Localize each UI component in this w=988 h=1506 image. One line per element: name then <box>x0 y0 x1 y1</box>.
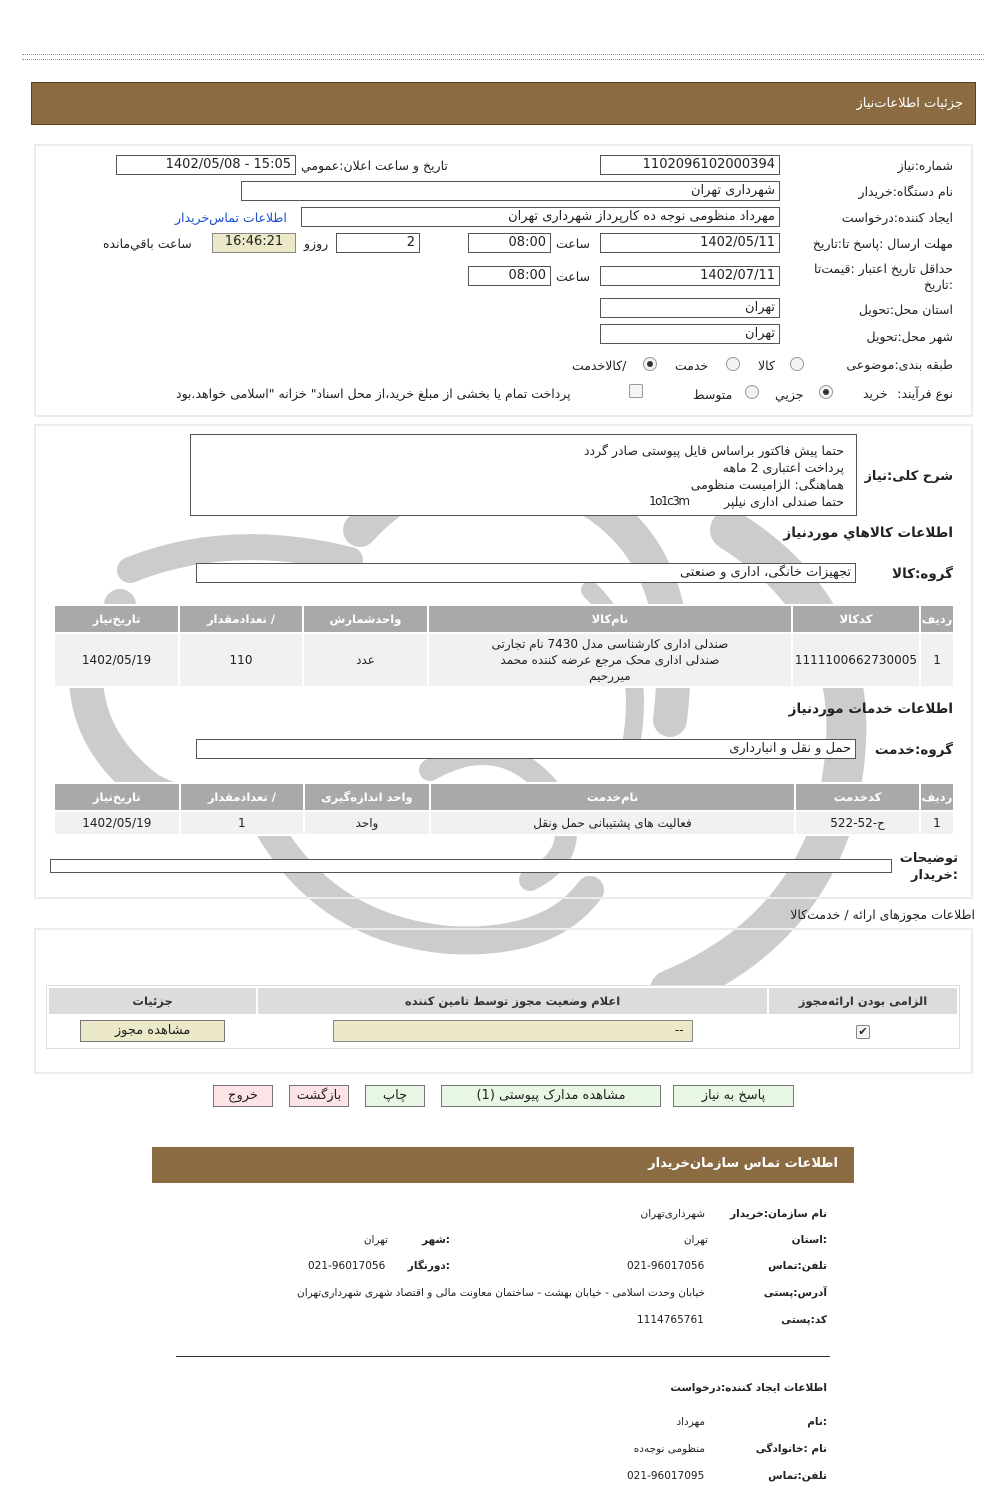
services-group-label: گروه:خدمت <box>874 742 953 758</box>
validity-label: حداقل تاريخ اعتبار :قیمت‌تا <box>813 261 953 276</box>
table-row <box>55 634 953 686</box>
permits-col-details: جزئیات <box>49 988 256 1014</box>
buyer-contact-link[interactable]: اطلاعات تماس‌خریدار <box>175 210 287 225</box>
creator-info-title: اطلاعات ایجاد کننده:درخواست <box>670 1382 827 1394</box>
payment-note: پرداخت تمام یا بخشی از مبلغ خرید،از محل اسناد" خزانه "اسلامی خواهد.بود <box>176 386 571 401</box>
description-line-4: حتما صندلی اداری نیلپر <box>723 494 844 509</box>
creator-name-label: :نام <box>807 1416 827 1428</box>
description-label: شرح کلی:نیاز <box>864 469 953 484</box>
creator-family-label: نام :خانوادگی <box>755 1443 827 1455</box>
announce-label: تاریخ و ساعت اعلان:عمومي <box>301 158 448 173</box>
deadline-label: مهلت ارسال :پاسخ تا:تاريخ <box>812 236 953 251</box>
contact-fax-value: 021-96017056 <box>308 1260 386 1272</box>
deadline-date-field: 1402/05/11 <box>600 233 780 253</box>
contact-address-label: آدرس:پستی <box>763 1287 827 1299</box>
validity-label-2: :تاريخ <box>923 277 953 292</box>
category-service-radio[interactable] <box>726 357 740 371</box>
contact-title: اطلاعات تماس سازمان‌خریدار <box>648 1156 838 1171</box>
contact-postal-label: کد:پستی <box>781 1314 827 1326</box>
deadline-time-label: ساعت <box>556 236 591 251</box>
description-box <box>190 434 857 516</box>
goods-group-field: تجهیزات خانگی، اداری و صنعتی <box>196 563 856 583</box>
contact-postal-value: 1114765761 <box>637 1314 704 1326</box>
process-label: نوع فرآیند: <box>897 386 953 401</box>
validity-time-label: ساعت <box>556 269 591 284</box>
goods-cell-date: 1402/05/19 <box>55 634 178 686</box>
city-label: شهر محل:تحويل <box>866 329 953 344</box>
view-attachments-button[interactable]: مشاهده مدارک پیوستی (1) <box>441 1085 661 1107</box>
deadline-time-field: 08:00 <box>468 233 551 253</box>
reply-button[interactable]: پاسخ به نیاز <box>673 1085 794 1107</box>
category-service-label: خدمت <box>675 358 709 373</box>
creator-label: ایجاد کننده:درخواست <box>841 210 953 225</box>
contact-phone-value: 021-96017056 <box>627 1260 705 1272</box>
process-minor-label: جزيي <box>775 387 804 402</box>
province-label: استان محل:تحويل <box>858 302 953 317</box>
buyer-org-field: شهرداری تهران <box>241 181 780 201</box>
goods-cell-name: صندلی اداری کارشناسی مدل 7430 نام تجارتی صندلی اداری محک مرجع عرضه کننده محمد میررحیم <box>429 634 791 686</box>
services-table <box>53 782 955 836</box>
goods-cell-qty: 110 <box>180 634 302 686</box>
creator-name-value: مهرداد <box>676 1416 705 1428</box>
services-cell-qty: 1 <box>181 812 304 834</box>
goods-cell-unit: عدد <box>304 634 427 686</box>
view-permit-button[interactable]: مشاهده مجوز <box>80 1020 225 1042</box>
goods-col-row: ردیف <box>921 606 953 632</box>
back-button[interactable]: بازگشت <box>289 1085 349 1107</box>
category-label: طبقه بندی:موضوعی <box>846 357 953 372</box>
services-col-date: تاریخ‌نیاز <box>55 784 179 810</box>
contact-org-label: نام سازمان:خریدار <box>730 1208 827 1220</box>
contact-divider <box>176 1356 830 1357</box>
services-cell-code: ح-52-522 <box>796 812 919 834</box>
need-number-field: 1102096102000394 <box>600 155 780 175</box>
category-goods-service-label: /کالاخدمت <box>572 358 627 373</box>
contact-address-value: خیابان وحدت اسلامی - خیابان بهشت - ساختمان معاونت مالی و اقتصاد شهری شهرداری‌تهران <box>296 1287 705 1299</box>
goods-cell-code: 1111100662730005 <box>793 634 919 686</box>
goods-table <box>53 604 955 688</box>
services-cell-unit: واحد <box>305 812 429 834</box>
process-medium-label: متوسط <box>693 387 733 402</box>
services-group-field: حمل و نقل و انبارداری <box>196 739 856 759</box>
services-cell-row: 1 <box>921 812 953 834</box>
services-col-code: کدخدمت <box>796 784 919 810</box>
category-goods-radio[interactable] <box>790 357 804 371</box>
process-kind: خرید <box>863 386 888 401</box>
description-code: 1o1c3m <box>649 494 689 508</box>
process-minor-radio[interactable] <box>819 385 833 399</box>
description-line-2: پرداخت اعتباری 2 ماهه <box>722 460 844 475</box>
table-row <box>55 812 953 834</box>
services-section-title: اطلاعات خدمات موردنیاز <box>788 701 953 717</box>
goods-section-title: اطلاعات کالاهاي موردنیاز <box>783 525 953 541</box>
contact-phone-label: تلفن:تماس <box>768 1260 827 1272</box>
print-button[interactable]: چاپ <box>365 1085 425 1107</box>
permits-col-status: اعلام وضعیت مجوز توسط تامین کننده <box>258 988 767 1014</box>
page-title: جزئیات اطلاعات‌نیاز <box>856 96 963 111</box>
permits-details-cell <box>49 1016 256 1046</box>
permits-table <box>46 985 960 1049</box>
goods-col-date: تاریخ‌نیاز <box>55 606 178 632</box>
payment-checkbox[interactable] <box>629 384 643 398</box>
services-col-row: ردیف <box>921 784 953 810</box>
services-col-name: نام‌خدمت <box>431 784 795 810</box>
process-medium-radio[interactable] <box>745 385 759 399</box>
category-goods-label: کالا <box>758 358 775 373</box>
province-field: تهران <box>600 298 780 318</box>
buyer-notes-label-2: :خریدار <box>911 868 958 883</box>
contact-province-label: :استان <box>791 1234 827 1246</box>
permits-col-required: الزامی بودن ارائه‌مجوز <box>769 988 957 1014</box>
exit-button[interactable]: خروج <box>213 1085 273 1107</box>
need-number-label: شماره:نیاز <box>897 158 953 173</box>
city-field: تهران <box>600 324 780 344</box>
buyer-notes-field <box>50 859 892 873</box>
validity-date-field: 1402/07/11 <box>600 266 780 286</box>
permits-required-cell <box>769 1016 957 1046</box>
creator-field: مهرداد منظومی نوجه ده کارپرداز شهرداری تهران <box>301 207 780 227</box>
table-row <box>49 1016 957 1046</box>
buyer-notes-label: توضیحات <box>899 851 958 866</box>
validity-time-field: 08:00 <box>468 266 551 286</box>
buyer-org-label: نام دستگاه:خريدار <box>858 184 953 199</box>
contact-org-value: شهرداری‌تهران <box>640 1208 705 1220</box>
services-cell-date: 1402/05/19 <box>55 812 179 834</box>
goods-col-unit: واحدشمارش <box>304 606 427 632</box>
permits-status-cell <box>258 1016 767 1046</box>
goods-group-label: گروه:کالا <box>892 566 953 582</box>
description-line-1: حتما پیش فاکتور براساس فایل پیوستی صادر گردد <box>583 443 844 458</box>
services-col-qty: / تعدادمقدار <box>181 784 304 810</box>
contact-title-bar <box>152 1147 854 1183</box>
creator-family-value: منظومی نوجه‌ده <box>633 1443 705 1455</box>
announce-date-field: 1402/05/08 - 15:05 <box>116 155 296 175</box>
services-cell-name: فعالیت های پشتیبانی حمل ونقل <box>431 812 795 834</box>
creator-phone-value: 021-96017095 <box>627 1470 705 1482</box>
description-line-3: هماهنگی: الزامیست منظومی <box>690 477 844 492</box>
days-field: 2 <box>336 233 420 253</box>
contact-city-value: تهران <box>363 1234 388 1246</box>
goods-cell-row: 1 <box>921 634 953 686</box>
top-divider <box>22 54 984 60</box>
remaining-label: ساعت باقي‌مانده <box>103 236 192 251</box>
creator-phone-label: تلفن:تماس <box>768 1470 827 1482</box>
category-goods-service-radio[interactable] <box>643 357 657 371</box>
contact-city-label: :شهر <box>422 1234 450 1246</box>
days-label: روزو <box>304 236 329 251</box>
permits-title: اطلاعات مجوزهای ارائه / خدمت‌کالا <box>790 907 975 922</box>
contact-province-value: تهران <box>683 1234 708 1246</box>
contact-fax-label: :دورنگار <box>407 1260 450 1272</box>
goods-col-code: کدکالا <box>793 606 919 632</box>
goods-col-name: نام‌کالا <box>429 606 791 632</box>
permit-status-field[interactable]: -- <box>333 1020 693 1042</box>
services-col-unit: واحد اندازه‌گیری <box>305 784 429 810</box>
permit-required-checkbox[interactable]: ✔ <box>856 1025 870 1039</box>
goods-col-qty: / تعدادمقدار <box>180 606 302 632</box>
page-title-bar <box>31 82 976 125</box>
remaining-timer: 16:46:21 <box>212 233 296 253</box>
